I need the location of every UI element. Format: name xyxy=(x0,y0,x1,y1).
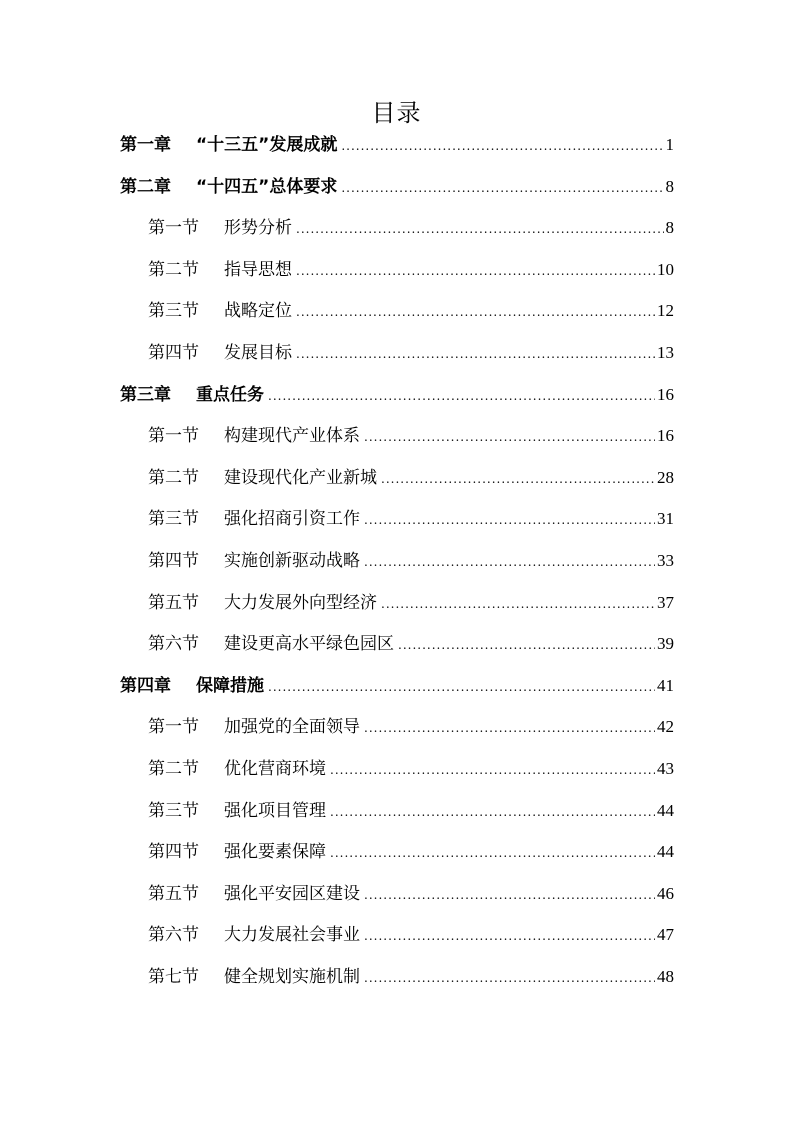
toc-page-number: 48 xyxy=(657,967,674,986)
toc-dot-leader xyxy=(330,798,655,826)
toc-dot-leader xyxy=(364,964,655,992)
toc-section-entry[interactable] xyxy=(148,339,674,367)
toc-entry-title: 强化要素保障 xyxy=(224,842,326,863)
toc-entry-title: 重点任务 xyxy=(196,384,264,405)
toc-entry-title: 发展目标 xyxy=(224,343,292,363)
toc-entry-title: “十四五”总体要求 xyxy=(196,176,338,197)
toc-page-number: 8 xyxy=(665,176,674,196)
toc-dot-leader xyxy=(341,174,663,202)
toc-section-entry[interactable] xyxy=(148,589,674,617)
toc-entry-number: 第五节 xyxy=(148,883,199,904)
toc-page-number: 47 xyxy=(657,925,674,945)
toc-section-entry[interactable] xyxy=(148,505,674,533)
toc-title: 目录 xyxy=(371,99,422,127)
toc-entry-number: 第七节 xyxy=(148,967,199,987)
toc-entry-title: 建设更高水平绿色园区 xyxy=(224,634,394,655)
toc-entry-title: “十三五”发展成就 xyxy=(196,135,338,155)
toc-page-number: 37 xyxy=(657,592,674,612)
toc-chapter-entry[interactable] xyxy=(120,381,674,409)
toc-entry-number: 第四章 xyxy=(120,675,171,696)
toc-entry-title: 大力发展外向型经济 xyxy=(224,592,377,613)
toc-entry-title: 形势分析 xyxy=(224,218,292,239)
toc-section-entry[interactable] xyxy=(148,880,674,908)
toc-dot-leader xyxy=(330,756,655,784)
toc-dot-leader xyxy=(296,340,655,368)
toc-chapter-entry[interactable] xyxy=(120,173,674,201)
toc-page-number: 42 xyxy=(657,717,674,737)
toc-page-number: 41 xyxy=(657,675,674,695)
toc-entry-title: 实施创新驱动战略 xyxy=(224,551,360,571)
toc-dot-leader xyxy=(364,423,655,451)
toc-entry-title: 强化招商引资工作 xyxy=(224,509,360,530)
toc-section-entry[interactable] xyxy=(148,921,674,949)
toc-section-entry[interactable] xyxy=(148,963,674,991)
toc-entry-number: 第四节 xyxy=(148,551,199,571)
toc-entry-title: 保障措施 xyxy=(196,675,264,696)
toc-entry-number: 第二节 xyxy=(148,259,199,280)
toc-dot-leader xyxy=(341,132,663,160)
toc-entry-number: 第一章 xyxy=(120,135,171,155)
toc-entry-title: 指导思想 xyxy=(224,259,292,280)
toc-entry-number: 第四节 xyxy=(148,343,199,363)
toc-page-number: 1 xyxy=(665,135,674,154)
toc-entry-number: 第一节 xyxy=(148,717,199,738)
toc-dot-leader xyxy=(364,881,655,909)
toc-page-number: 46 xyxy=(657,883,674,903)
toc-entry-title: 强化项目管理 xyxy=(224,800,326,821)
toc-page-number: 12 xyxy=(657,301,674,321)
toc-entry-title: 建设现代化产业新城 xyxy=(224,467,377,488)
toc-page-number: 16 xyxy=(657,426,674,446)
toc-dot-leader xyxy=(364,548,655,576)
toc-entry-number: 第三节 xyxy=(148,800,199,821)
toc-chapter-entry[interactable] xyxy=(120,672,674,700)
toc-dot-leader xyxy=(364,714,655,742)
toc-page-number: 8 xyxy=(665,218,674,238)
toc-page-number: 39 xyxy=(657,634,674,654)
toc-page-number: 44 xyxy=(657,842,674,862)
toc-entry-number: 第六节 xyxy=(148,634,199,655)
toc-entry-title: 加强党的全面领导 xyxy=(224,717,360,738)
toc-dot-leader xyxy=(364,506,655,534)
toc-section-entry[interactable] xyxy=(148,838,674,866)
toc-dot-leader xyxy=(381,465,655,493)
toc-entry-number: 第五节 xyxy=(148,592,199,613)
toc-dot-leader xyxy=(381,590,655,618)
toc-page-number: 16 xyxy=(657,384,674,404)
toc-page-number: 10 xyxy=(657,259,674,279)
toc-entry-number: 第二节 xyxy=(148,467,199,488)
toc-entry-title: 强化平安园区建设 xyxy=(224,883,360,904)
toc-entry-number: 第三节 xyxy=(148,301,199,322)
toc-section-entry[interactable] xyxy=(148,422,674,450)
toc-dot-leader xyxy=(330,839,655,867)
toc-dot-leader xyxy=(268,673,655,701)
toc-dot-leader xyxy=(296,257,655,285)
toc-entry-number: 第二章 xyxy=(120,176,171,197)
toc-entry-number: 第四节 xyxy=(148,842,199,863)
toc-section-entry[interactable] xyxy=(148,797,674,825)
toc-entry-title: 优化营商环境 xyxy=(224,759,326,779)
toc-dot-leader xyxy=(296,215,664,243)
toc-entry-number: 第一节 xyxy=(148,426,199,447)
toc-dot-leader xyxy=(364,922,655,950)
toc-section-entry[interactable] xyxy=(148,547,674,575)
toc-section-entry[interactable] xyxy=(148,297,674,325)
toc-dot-leader xyxy=(268,382,655,410)
toc-page-number: 33 xyxy=(657,551,674,570)
toc-page-number: 44 xyxy=(657,800,674,820)
toc-entry-title: 大力发展社会事业 xyxy=(224,925,360,946)
toc-entry-number: 第六节 xyxy=(148,925,199,946)
toc-entry-number: 第一节 xyxy=(148,218,199,239)
toc-entry-number: 第三节 xyxy=(148,509,199,530)
toc-entry-number: 第二节 xyxy=(148,759,199,779)
toc-entry-title: 健全规划实施机制 xyxy=(224,967,360,987)
toc-section-entry[interactable] xyxy=(148,713,674,741)
toc-section-entry[interactable] xyxy=(148,755,674,783)
toc-dot-leader xyxy=(398,631,655,659)
toc-section-entry[interactable] xyxy=(148,214,674,242)
toc-entry-title: 战略定位 xyxy=(224,301,292,322)
toc-entry-title: 构建现代产业体系 xyxy=(224,426,360,447)
toc-page-number: 43 xyxy=(657,759,674,778)
toc-section-entry[interactable] xyxy=(148,630,674,658)
toc-chapter-entry[interactable] xyxy=(120,131,674,159)
toc-page-number: 13 xyxy=(657,343,674,362)
toc-dot-leader xyxy=(296,298,655,326)
toc-section-entry[interactable] xyxy=(148,464,674,492)
toc-page-number: 28 xyxy=(657,467,674,487)
toc-entry-number: 第三章 xyxy=(120,384,171,405)
toc-section-entry[interactable] xyxy=(148,256,674,284)
toc-page-number: 31 xyxy=(657,509,674,529)
